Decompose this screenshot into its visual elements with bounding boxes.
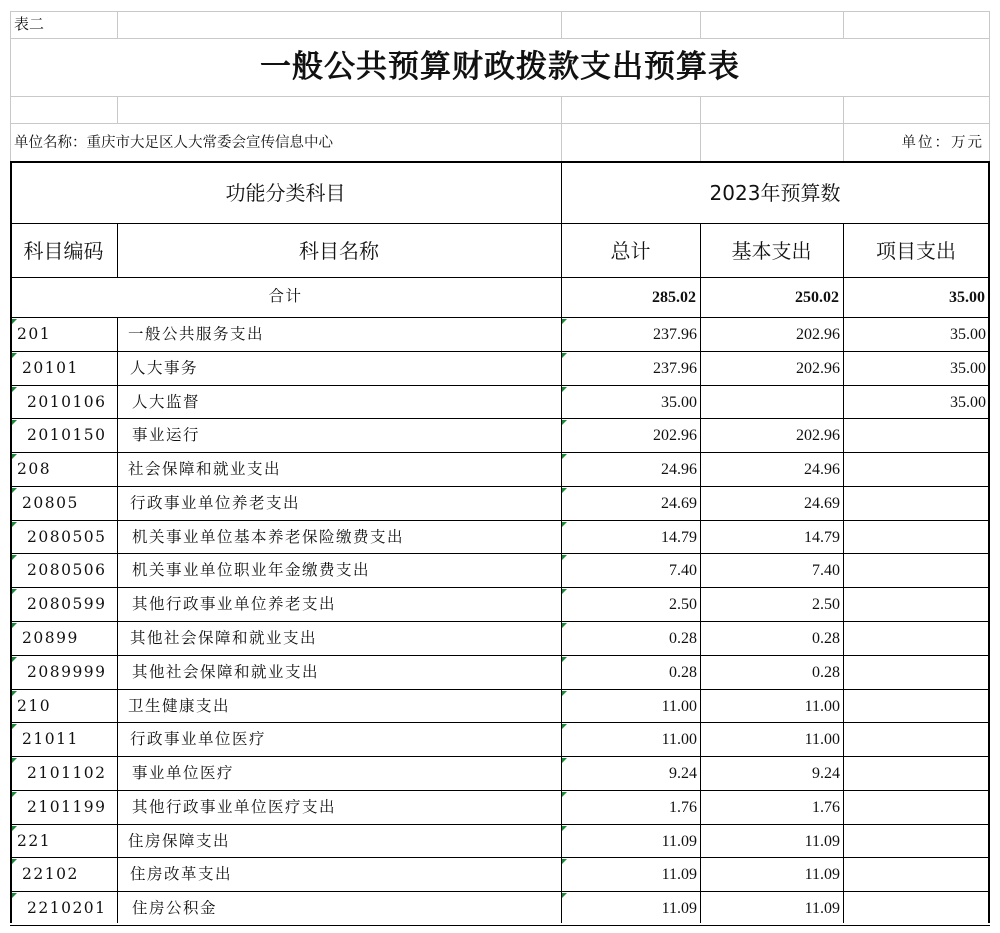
row-code: 22102: [22, 865, 79, 884]
row-name: 一般公共服务支出: [128, 325, 265, 343]
gridline: [843, 96, 844, 161]
row-basic: 0.28: [812, 630, 840, 648]
row-code: 2080599: [27, 595, 107, 614]
table-row: [0, 487, 1000, 521]
table-row: [0, 521, 1000, 555]
row-name: 社会保障和就业支出: [128, 460, 282, 479]
table-row: [0, 825, 1000, 859]
row-basic: 11.09: [804, 900, 840, 918]
row-basic: 2.50: [812, 596, 840, 614]
cell-comment-marker: [562, 589, 567, 594]
table-row: [0, 318, 1000, 352]
row-name: 卫生健康支出: [128, 696, 231, 715]
row-code: 210: [17, 696, 52, 715]
row-project: 35.00: [950, 326, 986, 343]
cell-comment-marker: [562, 724, 567, 729]
gridline: [989, 11, 990, 161]
cell-comment-marker: [562, 758, 567, 763]
row-total: 14.79: [661, 528, 697, 546]
cell-comment-marker: [12, 859, 17, 864]
row-basic: 1.76: [812, 798, 840, 816]
row-name: 住房改革支出: [130, 865, 233, 884]
row-code: 2080505: [27, 527, 107, 546]
cell-comment-marker: [12, 691, 17, 696]
table-row: [0, 554, 1000, 588]
cell-comment-marker: [12, 758, 17, 763]
gridline: [561, 96, 562, 161]
row-total: 0.28: [669, 663, 697, 681]
row-name: 行政事业单位医疗: [130, 730, 267, 749]
row-code: 221: [17, 831, 52, 850]
row-total: 9.24: [669, 765, 697, 783]
row-code: 208: [17, 460, 52, 479]
gridline: [561, 11, 562, 39]
table-row: [0, 419, 1000, 453]
cell-comment-marker: [562, 792, 567, 797]
row-code: 2080506: [27, 561, 107, 580]
row-name: 其他行政事业单位养老支出: [132, 595, 337, 614]
gridline: [117, 11, 118, 39]
row-name: 人大事务: [130, 358, 199, 377]
row-project: 35.00: [950, 359, 986, 377]
header-project: 项目支出: [876, 239, 956, 263]
row-basic: 7.40: [812, 562, 840, 580]
row-code: 2089999: [27, 662, 107, 681]
row-total: 11.00: [661, 731, 697, 749]
gridline: [10, 11, 11, 161]
cell-comment-marker: [562, 691, 567, 696]
row-basic: 11.00: [804, 697, 840, 715]
row-basic: 11.09: [804, 832, 840, 850]
row-basic: 202.96: [796, 427, 840, 445]
row-total: 0.28: [669, 630, 697, 648]
cell-comment-marker: [562, 859, 567, 864]
gridline: [700, 96, 701, 161]
gridline: [843, 11, 844, 39]
table-row: [0, 892, 1000, 926]
cell-comment-marker: [12, 454, 17, 459]
row-name: 其他行政事业单位医疗支出: [132, 797, 337, 816]
header-basic: 基本支出: [731, 239, 812, 263]
page-title: 一般公共预算财政拨款支出预算表: [260, 49, 740, 85]
cell-comment-marker: [562, 657, 567, 662]
row-name: 机关事业单位基本养老保险缴费支出: [132, 527, 405, 546]
row-name: 人大监督: [132, 392, 201, 411]
sheet-label: 表二: [14, 15, 45, 33]
row-total: 11.09: [661, 832, 697, 850]
table-row: [0, 453, 1000, 487]
summary-project: 35.00: [949, 289, 985, 306]
summary-basic: 250.02: [795, 289, 839, 306]
cell-comment-marker: [12, 420, 17, 425]
row-name: 事业单位医疗: [132, 764, 235, 783]
cell-comment-marker: [12, 555, 17, 560]
row-basic: 24.96: [804, 461, 840, 479]
row-basic: 11.09: [804, 866, 840, 884]
cell-comment-marker: [562, 522, 567, 527]
row-code: 20101: [22, 358, 79, 377]
cell-comment-marker: [12, 893, 17, 898]
cell-comment-marker: [12, 657, 17, 662]
cell-comment-marker: [562, 893, 567, 898]
row-basic: 0.28: [812, 663, 840, 681]
row-code: 2101102: [27, 764, 107, 783]
row-total: 11.09: [661, 900, 697, 918]
cell-comment-marker: [562, 623, 567, 628]
row-total: 24.69: [661, 494, 697, 512]
table-row: [0, 588, 1000, 622]
table-row: [0, 352, 1000, 386]
row-basic: 11.00: [804, 731, 840, 749]
header-divider: [10, 277, 990, 278]
table-row: [0, 622, 1000, 656]
cell-comment-marker: [12, 387, 17, 392]
header-functional-category: 功能分类科目: [225, 181, 346, 205]
row-name: 住房保障支出: [128, 831, 231, 850]
header-code: 科目编码: [23, 239, 104, 263]
cell-comment-marker: [562, 826, 567, 831]
table-row: [0, 690, 1000, 724]
cell-comment-marker: [12, 353, 17, 358]
row-total: 1.76: [669, 798, 697, 816]
cell-comment-marker: [562, 454, 567, 459]
row-total: 11.00: [661, 697, 697, 715]
cell-comment-marker: [12, 623, 17, 628]
cell-comment-marker: [12, 488, 17, 493]
cell-comment-marker: [12, 522, 17, 527]
cell-comment-marker: [562, 420, 567, 425]
gridline: [700, 11, 701, 39]
row-basic: 14.79: [804, 528, 840, 546]
row-total: 7.40: [669, 562, 697, 580]
row-code: 20805: [22, 493, 79, 512]
cell-comment-marker: [562, 387, 567, 392]
row-total: 2.50: [669, 596, 697, 614]
table-row: [0, 791, 1000, 825]
row-total: 202.96: [653, 427, 697, 445]
row-code: 2010150: [27, 426, 107, 445]
table-row: [0, 723, 1000, 757]
gridline: [117, 96, 118, 124]
column-divider: [117, 223, 118, 278]
row-total: 11.09: [661, 866, 697, 884]
row-name: 行政事业单位养老支出: [130, 493, 301, 512]
unit-label: 单位：万元: [901, 135, 984, 151]
table-row: [0, 656, 1000, 690]
cell-comment-marker: [12, 826, 17, 831]
row-basic: 202.96: [796, 359, 840, 377]
row-divider: [10, 925, 990, 926]
cell-comment-marker: [562, 353, 567, 358]
row-total: 237.96: [653, 359, 697, 377]
row-name: 机关事业单位职业年金缴费支出: [132, 561, 371, 580]
row-name: 其他社会保障和就业支出: [130, 629, 318, 648]
row-total: 24.96: [661, 461, 697, 479]
row-code: 2101199: [27, 797, 107, 816]
row-code: 20899: [22, 629, 79, 648]
row-basic: 202.96: [796, 326, 840, 343]
row-code: 2210201: [27, 899, 107, 918]
row-basic: 9.24: [812, 765, 840, 783]
table-row: [0, 858, 1000, 892]
row-name: 事业运行: [132, 426, 201, 445]
header-name: 科目名称: [299, 239, 379, 263]
table-row: [0, 757, 1000, 791]
summary-total: 285.02: [652, 289, 696, 306]
cell-comment-marker: [562, 488, 567, 493]
table-row: [0, 386, 1000, 420]
row-name: 住房公积金: [132, 899, 218, 918]
cell-comment-marker: [562, 555, 567, 560]
header-total: 总计: [610, 239, 651, 263]
row-code: 21011: [22, 730, 79, 749]
row-basic: 24.69: [804, 494, 840, 512]
cell-comment-marker: [12, 589, 17, 594]
row-total: 237.96: [653, 326, 697, 343]
summary-label: 合计: [268, 287, 303, 305]
row-code: 201: [17, 325, 52, 343]
cell-comment-marker: [12, 792, 17, 797]
row-code: 2010106: [27, 392, 107, 411]
header-budget-year: 2023年预算数: [709, 181, 841, 205]
row-total: 35.00: [661, 393, 697, 411]
row-name: 其他社会保障和就业支出: [132, 662, 320, 681]
row-project: 35.00: [950, 393, 986, 411]
unit-name-label: 单位名称：重庆市大足区人大常委会宣传信息中心: [14, 135, 333, 151]
cell-comment-marker: [562, 319, 567, 324]
cell-comment-marker: [12, 319, 17, 324]
table-border-top: [10, 161, 990, 163]
cell-comment-marker: [12, 724, 17, 729]
